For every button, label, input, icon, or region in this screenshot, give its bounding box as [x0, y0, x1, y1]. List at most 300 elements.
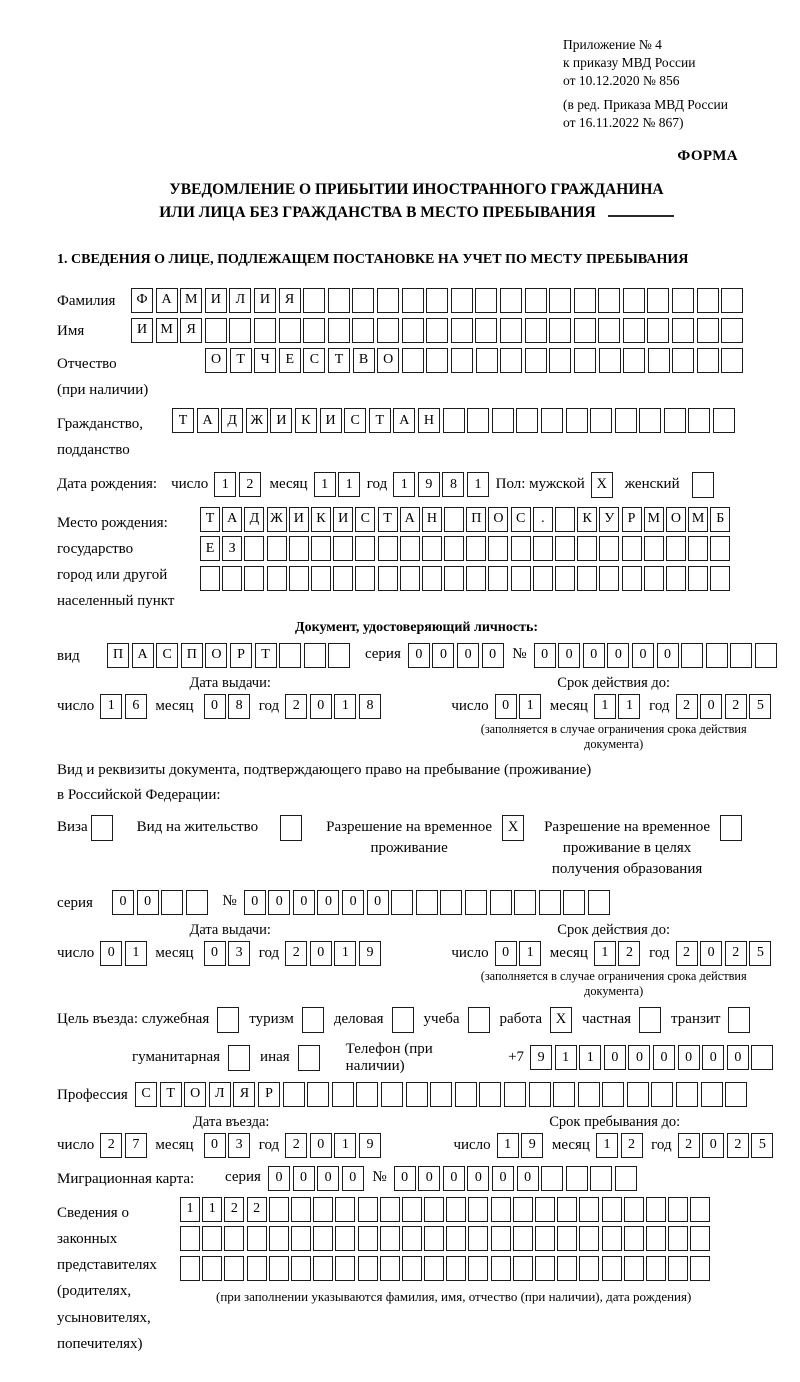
residence-label: Вид на жительство [136, 818, 259, 835]
char-cell [533, 536, 553, 561]
char-cell [651, 1082, 673, 1107]
permit-series-label: серия [57, 894, 93, 911]
char-cell: 2 [239, 472, 261, 497]
char-cell: К [577, 507, 597, 532]
sex-male-checkbox[interactable]: X [591, 472, 613, 498]
char-cell: Ж [246, 408, 268, 433]
char-cell [391, 890, 413, 915]
char-cell: Р [622, 507, 642, 532]
temp-residence-edu-checkbox[interactable] [720, 815, 742, 841]
char-cell [525, 348, 547, 373]
migration-number-field[interactable] [394, 1166, 640, 1191]
char-cell: К [295, 408, 317, 433]
char-cell: С [303, 348, 325, 373]
char-cell: 0 [495, 694, 517, 719]
char-cell: 5 [749, 941, 771, 966]
char-cell [553, 1082, 575, 1107]
char-cell [381, 1082, 403, 1107]
char-cell: 0 [310, 1133, 332, 1158]
year-label: год [258, 944, 280, 961]
entry-month[interactable] [204, 1133, 253, 1158]
char-cell [289, 536, 309, 561]
char-cell: С [511, 507, 531, 532]
valid-until-heading: Срок действия до: [557, 674, 671, 691]
char-cell: Т [378, 507, 398, 532]
birth-year-field[interactable] [393, 472, 491, 497]
char-cell: У [599, 507, 619, 532]
day-label: число [453, 1136, 491, 1153]
char-cell [180, 1226, 200, 1251]
doc-dates-row [57, 675, 776, 752]
id-doc-row [57, 643, 776, 668]
char-cell: А [132, 643, 154, 668]
entry-date-line [57, 1133, 405, 1158]
permit-intro-line1: Вид и реквизиты документа, подтверждающего право на пребывание (проживание) [57, 761, 592, 778]
char-cell: 2 [676, 941, 698, 966]
purpose-work-label: работа [499, 1011, 543, 1028]
char-cell: 0 [317, 1166, 339, 1191]
doc-type-field[interactable] [107, 643, 353, 668]
char-cell: 1 [334, 1133, 356, 1158]
legal-reps-field-row2[interactable] [180, 1226, 713, 1251]
char-cell: 0 [268, 890, 290, 915]
char-cell: 0 [482, 643, 504, 668]
char-cell [475, 288, 497, 313]
char-cell: Д [221, 408, 243, 433]
char-cell [504, 1082, 526, 1107]
char-cell [563, 890, 585, 915]
doc-valid-line [451, 694, 776, 719]
char-cell: 3 [228, 941, 250, 966]
char-cell [721, 288, 743, 313]
visa-checkbox[interactable] [91, 815, 113, 841]
permit-series-row [57, 890, 776, 915]
patronymic-label [57, 348, 205, 404]
char-cell [751, 1045, 773, 1070]
char-cell: 1 [594, 941, 616, 966]
purpose-private-checkbox[interactable] [639, 1007, 661, 1033]
char-cell: Е [200, 536, 220, 561]
char-cell [444, 566, 464, 591]
char-cell [574, 288, 596, 313]
char-cell [279, 318, 301, 343]
purpose-row [57, 1007, 776, 1033]
stay-month[interactable] [596, 1133, 645, 1158]
char-cell [451, 348, 473, 373]
stay-until-line [453, 1133, 776, 1158]
char-cell: 2 [285, 1133, 307, 1158]
doc-valid-year[interactable] [676, 694, 774, 719]
char-cell: 9 [418, 472, 440, 497]
char-cell: 0 [702, 1045, 724, 1070]
char-cell: Т [200, 507, 220, 532]
purpose-study-label: учеба [423, 1011, 460, 1028]
temp-residence-checkbox[interactable]: X [502, 815, 524, 841]
legal-reps-field-row3[interactable] [180, 1256, 713, 1281]
migration-series-field[interactable] [268, 1166, 366, 1191]
year-label: год [649, 944, 670, 961]
citizenship-row [57, 408, 776, 464]
char-cell [602, 1082, 624, 1107]
entry-dates-row [57, 1114, 776, 1158]
char-cell: 2 [224, 1197, 244, 1222]
month-label: месяц [549, 944, 588, 961]
profession-row [57, 1082, 776, 1107]
legal-reps-label-line6: попечителях) [57, 1335, 143, 1352]
patronymic-row [57, 348, 776, 404]
permit-valid-col [451, 922, 776, 999]
doc-issue-day[interactable] [100, 694, 149, 719]
citizenship-label-line2: подданство [57, 442, 130, 459]
char-cell: 0 [604, 1045, 626, 1070]
char-cell: 1 [214, 472, 236, 497]
char-cell: 2 [725, 941, 747, 966]
char-cell [311, 536, 331, 561]
char-cell: А [222, 507, 242, 532]
char-cell [602, 1197, 622, 1222]
purpose-prefix-label: Цель въезда: служебная [57, 1011, 210, 1028]
char-cell: 6 [125, 694, 147, 719]
char-cell [555, 507, 575, 532]
char-cell: 0 [467, 1166, 489, 1191]
char-cell [697, 318, 719, 343]
section1-heading: 1. СВЕДЕНИЯ О ЛИЦЕ, ПОДЛЕЖАЩЕМ ПОСТАНОВКЕ НА УЧЕТ ПО МЕСТУ ПРЕБЫВАНИЯ [57, 251, 689, 267]
char-cell [488, 536, 508, 561]
char-cell [615, 408, 637, 433]
stay-day[interactable] [497, 1133, 546, 1158]
purpose-tourism-checkbox[interactable] [302, 1007, 324, 1033]
permit-valid-month[interactable] [594, 941, 643, 966]
char-cell: 0 [204, 941, 226, 966]
birth-day-field[interactable] [214, 472, 263, 497]
char-cell [623, 288, 645, 313]
phone-field[interactable] [530, 1045, 776, 1070]
char-cell: М [180, 288, 202, 313]
char-cell [426, 318, 448, 343]
char-cell [247, 1226, 267, 1251]
char-cell [574, 348, 596, 373]
char-cell [378, 566, 398, 591]
legal-reps-fields [180, 1197, 713, 1305]
char-cell: 0 [517, 1166, 539, 1191]
char-cell: Ф [131, 288, 153, 313]
patronymic-field[interactable] [205, 348, 746, 373]
char-cell [335, 1197, 355, 1222]
sex-male-label: Пол: мужской [495, 476, 585, 493]
char-cell: О [205, 348, 227, 373]
purpose-transit-checkbox[interactable] [728, 1007, 750, 1033]
char-cell [566, 408, 588, 433]
char-cell: 1 [519, 941, 541, 966]
char-cell [291, 1256, 311, 1281]
permit-options-row [57, 815, 776, 880]
char-cell [466, 566, 486, 591]
char-cell [599, 536, 619, 561]
char-cell: 8 [359, 694, 381, 719]
char-cell [688, 408, 710, 433]
char-cell [549, 318, 571, 343]
char-cell [422, 566, 442, 591]
id-doc-heading: Документ, удостоверяющий личность: [294, 619, 539, 635]
surname-label: Фамилия [57, 292, 116, 309]
char-cell: Л [209, 1082, 231, 1107]
birthplace-field-row2[interactable] [200, 536, 733, 561]
month-label: месяц [551, 1136, 590, 1153]
char-cell [444, 536, 464, 561]
char-cell [304, 643, 326, 668]
temp-residence-label-line1: Разрешение на временное [326, 818, 493, 835]
entry-day[interactable] [100, 1133, 149, 1158]
char-cell [577, 536, 597, 561]
char-cell [475, 318, 497, 343]
char-cell: О [205, 643, 227, 668]
char-cell [697, 288, 719, 313]
char-cell [335, 1226, 355, 1251]
doc-series-field[interactable] [408, 643, 506, 668]
phone-label: Телефон (при наличии) [345, 1040, 433, 1074]
month-label: месяц [549, 697, 588, 714]
char-cell [666, 566, 686, 591]
char-cell [721, 318, 743, 343]
char-cell: 0 [492, 1166, 514, 1191]
title-blank-line [608, 215, 674, 217]
stay-year[interactable] [678, 1133, 776, 1158]
char-cell [644, 536, 664, 561]
doc-valid-col [451, 675, 776, 752]
permit-intro-line2: в Российской Федерации: [57, 787, 221, 804]
doc-issue-month[interactable] [204, 694, 253, 719]
purpose-private-label: частная [582, 1011, 632, 1028]
char-cell: А [156, 288, 178, 313]
day-label: число [451, 697, 489, 714]
permit-issue-month[interactable] [204, 941, 253, 966]
char-cell: Н [418, 408, 440, 433]
patronymic-label-line1: Отчество [57, 355, 117, 372]
char-cell: 0 [293, 1166, 315, 1191]
char-cell [639, 408, 661, 433]
char-cell [224, 1256, 244, 1281]
char-cell [710, 536, 730, 561]
char-cell: 0 [583, 643, 605, 668]
birthplace-label-line2: государство [57, 540, 134, 557]
char-cell: 0 [244, 890, 266, 915]
char-cell [668, 1197, 688, 1222]
legal-reps-field-row1[interactable] [180, 1197, 713, 1222]
purpose-work-checkbox[interactable]: X [550, 1007, 572, 1033]
char-cell: 0 [607, 643, 629, 668]
char-cell: 0 [204, 694, 226, 719]
char-cell: . [533, 507, 553, 532]
doc-valid-day[interactable] [495, 694, 544, 719]
purpose-business-checkbox[interactable] [392, 1007, 414, 1033]
doc-number-label: № [512, 645, 527, 662]
appendix-line: Приложение № 4 [563, 37, 662, 52]
issue-date-heading: Дата выдачи: [189, 921, 271, 938]
char-cell [690, 1256, 710, 1281]
char-cell [690, 1197, 710, 1222]
char-cell: 0 [678, 1045, 700, 1070]
edition-line: (в ред. Приказа МВД России [563, 96, 728, 112]
char-cell: 1 [338, 472, 360, 497]
char-cell [267, 566, 287, 591]
char-cell [426, 288, 448, 313]
char-cell [513, 1197, 533, 1222]
char-cell: С [355, 507, 375, 532]
char-cell [416, 890, 438, 915]
char-cell: 1 [555, 1045, 577, 1070]
purpose-other-checkbox[interactable] [298, 1045, 320, 1071]
char-cell: П [466, 507, 486, 532]
doc-issue-line [57, 694, 403, 719]
char-cell [406, 1082, 428, 1107]
char-cell [303, 318, 325, 343]
char-cell: 0 [418, 1166, 440, 1191]
purpose-row2 [132, 1041, 776, 1075]
birthplace-field-row1[interactable] [200, 507, 733, 532]
char-cell [514, 890, 536, 915]
birthplace-label [57, 507, 200, 615]
permit-valid-line [451, 941, 776, 966]
char-cell: 9 [521, 1133, 543, 1158]
char-cell [430, 1082, 452, 1107]
char-cell: 0 [558, 643, 580, 668]
char-cell: 1 [202, 1197, 222, 1222]
doc-issue-col [57, 675, 403, 719]
char-cell [599, 566, 619, 591]
name-field[interactable] [131, 318, 746, 343]
char-cell: А [393, 408, 415, 433]
day-label: число [171, 476, 209, 493]
char-cell: 2 [725, 694, 747, 719]
profession-field[interactable] [135, 1082, 750, 1107]
char-cell [465, 890, 487, 915]
permit-valid-year[interactable] [676, 941, 774, 966]
temp-residence-label [326, 815, 492, 859]
char-cell [358, 1197, 378, 1222]
char-cell [358, 1256, 378, 1281]
char-cell: 2 [676, 694, 698, 719]
char-cell [380, 1226, 400, 1251]
doc-issue-year[interactable] [285, 694, 383, 719]
char-cell [676, 1082, 698, 1107]
char-cell: И [205, 288, 227, 313]
surname-field[interactable] [131, 288, 746, 313]
permit-issue-day[interactable] [100, 941, 149, 966]
char-cell [627, 1082, 649, 1107]
char-cell [578, 1082, 600, 1107]
char-cell [672, 288, 694, 313]
name-label: Имя [57, 322, 85, 339]
char-cell [303, 288, 325, 313]
citizenship-field[interactable] [172, 408, 738, 433]
char-cell [446, 1256, 466, 1281]
char-cell [332, 1082, 354, 1107]
char-cell [579, 1256, 599, 1281]
permit-intro [57, 758, 776, 809]
char-cell: Р [230, 643, 252, 668]
char-cell: 9 [359, 1133, 381, 1158]
permit-number-field[interactable] [244, 890, 613, 915]
char-cell [541, 408, 563, 433]
char-cell: Т [255, 643, 277, 668]
char-cell: 0 [432, 643, 454, 668]
purpose-humanitarian-label: гуманитарная [132, 1049, 221, 1066]
birthplace-field-row3[interactable] [200, 566, 733, 591]
char-cell: 1 [393, 472, 415, 497]
char-cell [426, 348, 448, 373]
char-cell: 0 [495, 941, 517, 966]
char-cell [555, 536, 575, 561]
char-cell: 0 [204, 1133, 226, 1158]
char-cell [511, 536, 531, 561]
char-cell [424, 1197, 444, 1222]
char-cell [328, 643, 350, 668]
char-cell [690, 1226, 710, 1251]
char-cell: Я [233, 1082, 255, 1107]
year-label: год [258, 697, 280, 714]
char-cell [328, 318, 350, 343]
char-cell [313, 1226, 333, 1251]
char-cell [424, 1256, 444, 1281]
char-cell: 0 [657, 643, 679, 668]
purpose-official-checkbox[interactable] [217, 1007, 239, 1033]
char-cell [444, 507, 464, 532]
char-cell [599, 348, 621, 373]
birth-month-field[interactable] [314, 472, 363, 497]
purpose-study-checkbox[interactable] [468, 1007, 490, 1033]
day-label: число [451, 944, 489, 961]
char-cell [205, 318, 227, 343]
char-cell: И [320, 408, 342, 433]
doc-number-field[interactable] [534, 643, 780, 668]
doc-type-label: вид [57, 647, 80, 664]
char-cell: 1 [579, 1045, 601, 1070]
doc-valid-month[interactable] [594, 694, 643, 719]
char-cell [380, 1256, 400, 1281]
permit-issue-year[interactable] [285, 941, 383, 966]
char-cell [672, 318, 694, 343]
char-cell: 9 [530, 1045, 552, 1070]
char-cell [566, 1166, 588, 1191]
char-cell [622, 566, 642, 591]
birthplace-fields [200, 507, 733, 596]
char-cell: Т [230, 348, 252, 373]
name-row [57, 318, 776, 343]
char-cell [313, 1256, 333, 1281]
char-cell: 0 [317, 890, 339, 915]
char-cell [247, 1256, 267, 1281]
entry-year[interactable] [285, 1133, 383, 1158]
forma-label: ФОРМА [677, 148, 738, 165]
purpose-humanitarian-checkbox[interactable] [228, 1045, 250, 1071]
temp-residence-edu-option [544, 815, 742, 880]
char-cell: К [311, 507, 331, 532]
char-cell: 1 [125, 941, 147, 966]
char-cell [289, 566, 309, 591]
char-cell [577, 566, 597, 591]
patronymic-label-line2: (при наличии) [57, 381, 149, 398]
residence-checkbox[interactable] [280, 815, 302, 841]
char-cell: 1 [334, 694, 356, 719]
char-cell [511, 566, 531, 591]
char-cell [602, 1226, 622, 1251]
char-cell [335, 1256, 355, 1281]
permit-valid-day[interactable] [495, 941, 544, 966]
sex-female-checkbox[interactable] [692, 472, 714, 498]
permit-series-field[interactable] [112, 890, 210, 915]
char-cell [490, 890, 512, 915]
char-cell [549, 348, 571, 373]
